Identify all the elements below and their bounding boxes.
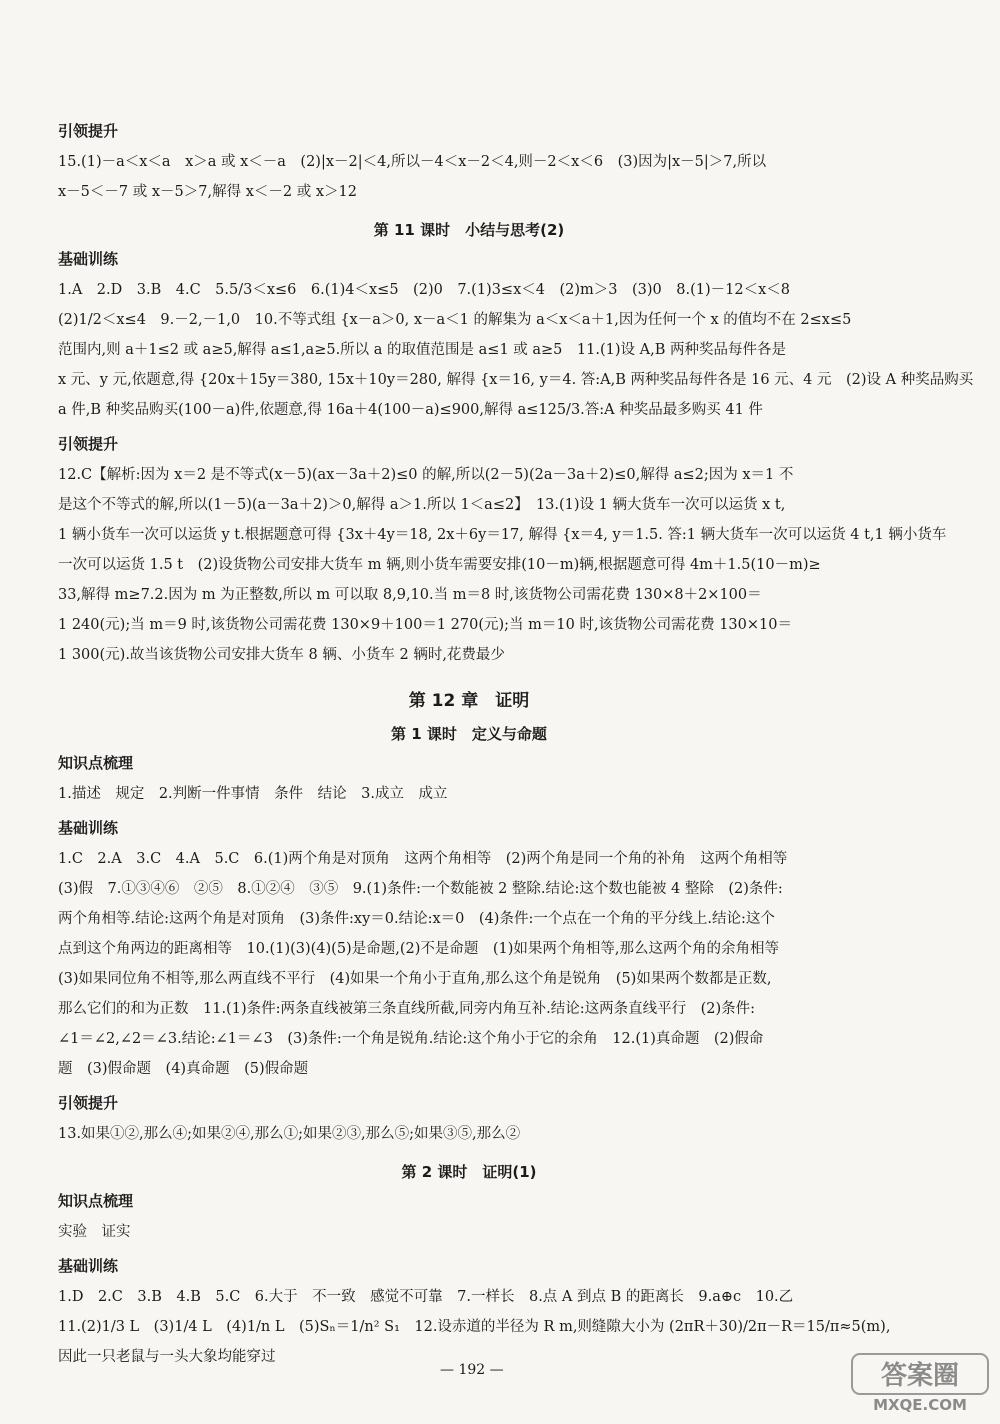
watermark-logo [850, 1352, 990, 1414]
text-line: 实验 证实 [58, 1224, 131, 1240]
text-line: (2)1/2＜x≤4 9.－2,－1,0 10.不等式组 {x－a＞0, x－a＜1 的解集为 a＜x＜a＋1,因为任何一个 x 的值均不在 2≤x≤5 [58, 312, 852, 328]
section-label: 知识点梳理 [58, 754, 134, 772]
text-line: 两个角相等.结论:这两个角是对顶角 (3)条件:xy＝0.结论:x＝0 (4)条件:一个点在一个角的平分线上.结论:这个 [58, 911, 775, 927]
text-line: 题 (3)假命题 (4)真命题 (5)假命题 [58, 1061, 309, 1077]
text-line: x 元、y 元,依题意,得 {20x＋15y＝380, 15x＋10y＝280, 解得 {x＝16, y＝4. 答:A,B 两种奖品每件各是 16 元、4 元 (2)设 A 种奖品购买 [58, 372, 974, 388]
section-label: 基础训练 [58, 1257, 119, 1275]
text-line: 点到这个角两边的距离相等 10.(1)(3)(4)(5)是命题,(2)不是命题 (1)如果两个角相等,那么这两个角的余角相等 [58, 941, 780, 957]
text-line: 15.(1)－a＜x＜a x＞a 或 x＜－a (2)|x－2|＜4,所以－4＜x－2＜4,则－2＜x＜6 (3)因为|x－5|＞7,所以 [58, 154, 767, 170]
section-label: 知识点梳理 [58, 1192, 134, 1210]
text-line: ∠1＝∠2,∠2＝∠3.结论:∠1＝∠3 (3)条件:一个角是锐角.结论:这个角小于它的余角 12.(1)真命题 (2)假命 [58, 1031, 764, 1047]
text-line: (3)如果同位角不相等,那么两直线不平行 (4)如果一个角小于直角,那么这个角是锐角 (5)如果两个数都是正数, [58, 971, 772, 987]
text-line: (3)假 7.①③④⑥ ②⑤ 8.①②④ ③⑤ 9.(1)条件:一个数能被 2 整除.结论:这个数也能被 4 整除 (2)条件: [58, 881, 783, 897]
lesson-heading: 第 1 课时 定义与命题 [391, 725, 547, 743]
lesson-heading: 第 2 课时 证明(1) [401, 1163, 537, 1181]
text-line: 1 300(元).故当该货物公司安排大货车 8 辆、小货车 2 辆时,花费最少 [58, 647, 505, 663]
text-line: 13.如果①②,那么④;如果②④,那么①;如果②③,那么⑤;如果③⑤,那么② [58, 1126, 521, 1142]
text-line: 那么它们的和为正数 11.(1)条件:两条直线被第三条直线所截,同旁内角互补.结论:这两条直线平行 (2)条件: [58, 1001, 756, 1017]
text-line: 是这个不等式的解,所以(1－5)(a－3a＋2)＞0,解得 a＞1.所以 1＜a≤2】 13.(1)设 1 辆大货车一次可以运货 x t, [58, 497, 786, 513]
text-line: 1.描述 规定 2.判断一件事情 条件 结论 3.成立 成立 [58, 786, 448, 802]
chapter-heading: 第 12 章 证明 [408, 691, 530, 711]
section-label: 引领提升 [58, 435, 119, 453]
section-label: 基础训练 [58, 250, 119, 268]
text-line: 范围内,则 a＋1≤2 或 a≥5,解得 a≤1,a≥5.所以 a 的取值范围是 a≤1 或 a≥5 11.(1)设 A,B 两种奖品每件各是 [58, 342, 786, 358]
text-line: 11.(2)1/3 L (3)1/4 L (4)1/n L (5)Sₙ＝1/n² S₁ 12.设赤道的半径为 R m,则缝隙大小为 (2πR＋30)/2π－R＝15/π≈5(m), [58, 1319, 891, 1335]
text-line: 1.D 2.C 3.B 4.B 5.C 6.大于 不一致 感觉不可靠 7.一样长 8.点 A 到点 B 的距离长 9.a⊕c 10.乙 [58, 1289, 794, 1305]
watermark-bottom: MXQE.COM [873, 1396, 967, 1414]
page-number: — 192 — [440, 1362, 504, 1378]
section-label: 基础训练 [58, 819, 119, 837]
text-line: 1.C 2.A 3.C 4.A 5.C 6.(1)两个角是对顶角 这两个角相等 (2)两个角是同一个角的补角 这两个角相等 [58, 851, 788, 867]
text-line: 因此一只老鼠与一头大象均能穿过 [58, 1349, 276, 1365]
text-line: 1 240(元);当 m＝9 时,该货物公司需花费 130×9＋100＝1 270(元);当 m＝10 时,该货物公司需花费 130×10＝ [58, 617, 792, 633]
text-line: 12.C【解析:因为 x＝2 是不等式(x－5)(ax－3a＋2)≤0 的解,所以(2－5)(2a－3a＋2)≤0,解得 a≤2;因为 x＝1 不 [58, 467, 794, 483]
text-line: 33,解得 m≥7.2.因为 m 为正整数,所以 m 可以取 8,9,10.当 m＝8 时,该货物公司需花费 130×8＋2×100＝ [58, 587, 762, 603]
text-line: a 件,B 种奖品购买(100－a)件,依题意,得 16a＋4(100－a)≤900,解得 a≤125/3.答:A 种奖品最多购买 41 件 [58, 402, 763, 418]
watermark-top: 答案圈 [880, 1361, 960, 1391]
text-line: x－5＜－7 或 x－5＞7,解得 x＜－2 或 x＞12 [58, 184, 357, 200]
lesson-heading: 第 11 课时 小结与思考(2) [373, 221, 565, 239]
section-label: 引领提升 [58, 122, 119, 140]
text-line: 1.A 2.D 3.B 4.C 5.5/3＜x≤6 6.(1)4＜x≤5 (2)0 7.(1)3≤x＜4 (2)m＞3 (3)0 8.(1)－12＜x＜8 [58, 282, 790, 298]
text-line: 一次可以运货 1.5 t (2)设货物公司安排大货车 m 辆,则小货车需要安排(10－m)辆,根据题意可得 4m＋1.5(10－m)≥ [58, 557, 821, 573]
text-line: 1 辆小货车一次可以运货 y t.根据题意可得 {3x＋4y＝18, 2x＋6y＝17, 解得 {x＝4, y＝1.5. 答:1 辆大货车一次可以运货 4 t,1 辆小货车 [58, 527, 947, 543]
section-label: 引领提升 [58, 1094, 119, 1112]
page-content [58, 112, 974, 1372]
